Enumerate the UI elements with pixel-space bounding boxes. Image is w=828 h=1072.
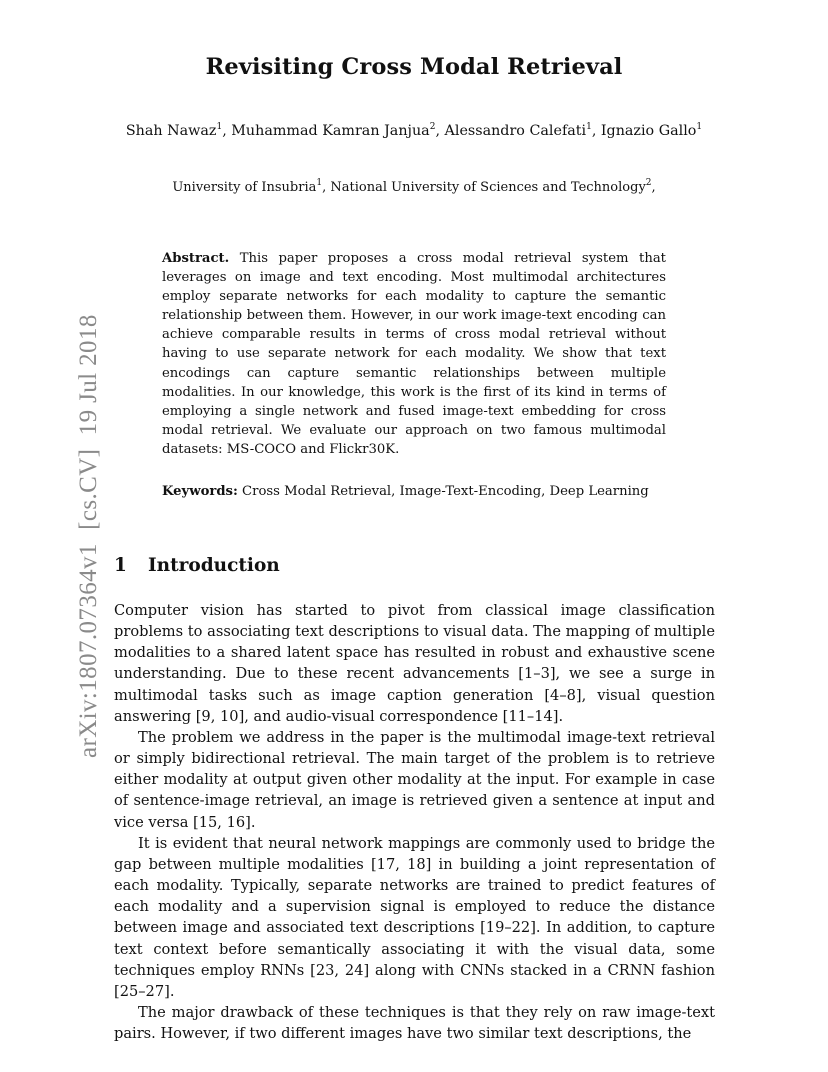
affiliation-marker: 1 [316,178,323,188]
author-affil-marker: 1 [696,122,703,132]
author-name: Muhammad Kamran Janjua [231,123,430,139]
affiliation-name: National University of Sciences and Technology [330,180,646,195]
abstract-text: This paper proposes a cross modal retrieval system that leverages on image and text encoding. Most multimodal architectures employ separate networks for each modality to capture the semantic relationship between them. However, in our work image-text encoding can achieve comparable results in terms of cross modal retrieval without having to use separate network for each modality. We show that text encodings can capture semantic relationships between multiple modalities. In our knowledge, this work is the first of its kind in terms of employing a single network and fused image-text embedding for cross modal retrieval. We evaluate our approach on two famous multimodal datasets: MS-COCO and Flickr30K. [162,251,666,457]
body-paragraph: The problem we address in the paper is the multimodal image-text retrieval or simply bidirectional retrieval. The main target of the problem is to retrieve either modality at output given other modality at the input. For example in case of sentence-image retrieval, an image is retrieved given a sentence at input and vice versa [15, 16]. [114,728,715,831]
author-name: Shah Nawaz [125,123,217,139]
section-title: Introduction [148,555,280,576]
abstract-label: Abstract. [162,251,230,266]
affiliation-list: University of Insubria$^1$, National University of Sciences and Technology$^2$, [172,178,656,195]
arxiv-identifier-sidebar: arXiv:1807.07364v1 [cs.CV] 19 Jul 2018 [75,314,102,758]
body-paragraph: It is evident that neural network mappings are commonly used to bridge the gap between multiple modalities [17, 18] in building a joint representation of each modality. Typically, separate networks are trained to predict features of each modality and a supervision signal is employed to reduce the distance between image and associated text descriptions [19–22]. In addition, to capture text context before semantically associating it with the visual data, some techniques employ RNNs [23, 24] along with CNNs stacked in a CRNN fashion [25–27]. [114,834,715,1000]
author-name: Alessandro Calefati [444,123,587,139]
keywords-text: Cross Modal Retrieval, Image-Text-Encoding, Deep Learning [242,484,649,499]
introduction-body [114,600,715,1044]
keywords [162,482,666,501]
section-number: 1 [114,555,127,576]
body-paragraph: Computer vision has started to pivot from classical image classification problems to associating text descriptions to visual data. The mapping of multiple modalities to a shared latent space has resulted in robust and exhaustive scene understanding. Due to these recent advancements [1–3], we see a surge in multimodal tasks such as image caption generation [4–8], visual question answering [9, 10], and audio-visual correspondence [11–14]. [114,602,715,725]
author-list: Shah Nawaz$^1$, Muhammad Kamran Janjua$^2$, Alessandro Calefati$^1$, Ignazio Gallo$^1$ [125,122,703,139]
body-paragraph: The major drawback of these techniques is that they rely on raw image-text pairs. However, if two different images have two similar text descriptions, the [114,1003,715,1043]
author-affil-marker: 1 [586,122,592,132]
author-affil-marker: 2 [429,122,436,132]
author-affil-marker: 1 [216,122,223,132]
keywords-label: Keywords: [162,484,238,499]
affiliation-marker: 2 [645,178,652,188]
affiliation-name: University of Insubria [172,180,317,195]
author-name: Ignazio Gallo [600,123,697,139]
affiliation-trailing: , [651,180,656,195]
section-heading [114,555,280,576]
abstract [162,249,666,459]
paper-title: Revisiting Cross Modal Retrieval [205,54,623,80]
